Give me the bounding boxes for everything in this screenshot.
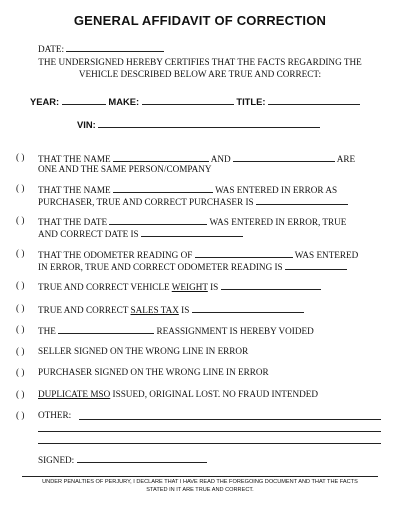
- name-same-field-2[interactable]: [233, 152, 335, 162]
- odometer-line-1: [38, 248, 358, 260]
- footer-divider: [22, 476, 378, 477]
- date-error-text-b: WAS ENTERED IN ERROR, TRUE: [209, 217, 347, 227]
- checkbox-purchaser[interactable]: ( ): [16, 367, 25, 377]
- name-error-field-1[interactable]: [113, 183, 213, 193]
- checkbox-name-error[interactable]: ( ): [16, 183, 25, 193]
- title-label: TITLE:: [236, 96, 266, 107]
- weight-text-underlined: WEIGHT: [171, 282, 208, 292]
- mso-line: [38, 389, 318, 399]
- other-field-line-2[interactable]: [38, 431, 381, 432]
- name-error-field-2[interactable]: [256, 195, 348, 205]
- reassignment-line: [38, 324, 314, 336]
- vin-row: [77, 118, 320, 130]
- weight-text-b: IS: [210, 282, 219, 292]
- name-same-text-c: ARE: [336, 154, 356, 164]
- odometer-text-c: IN ERROR, TRUE AND CORRECT ODOMETER READING IS: [38, 262, 283, 272]
- checkbox-reassignment[interactable]: ( ): [16, 324, 25, 334]
- name-same-line-1: [38, 152, 355, 164]
- weight-text-a: TRUE AND CORRECT VEHICLE: [38, 282, 170, 292]
- vehicle-row: [30, 95, 360, 107]
- year-label: YEAR:: [30, 96, 60, 107]
- name-same-text-a: THAT THE NAME: [38, 154, 111, 164]
- checkbox-weight[interactable]: ( ): [16, 280, 25, 290]
- footer-line-1: UNDER PENALTIES OF PERJURY, I DECLARE THAT I HAVE READ THE FOREGOING DOCUMENT AND THAT THE FACTS: [42, 479, 358, 485]
- reassignment-text-a: THE: [38, 326, 56, 336]
- weight-line: [38, 280, 321, 292]
- checkbox-sales-tax[interactable]: ( ): [16, 303, 25, 313]
- signed-row: [38, 453, 207, 465]
- checkbox-date-error[interactable]: ( ): [16, 215, 25, 225]
- name-error-text-b: WAS ENTERED IN ERROR AS: [215, 185, 338, 195]
- purchaser-line: PURCHASER SIGNED ON THE WRONG LINE IN ERROR: [38, 367, 269, 377]
- date-label: DATE:: [38, 44, 65, 54]
- odometer-text-a: THAT THE ODOMETER READING OF: [38, 250, 193, 260]
- name-same-field-1[interactable]: [113, 152, 209, 162]
- mso-text-underlined: DUPLICATE MSO: [38, 389, 111, 399]
- name-error-line-2: [38, 195, 348, 207]
- vin-field[interactable]: [98, 118, 320, 128]
- reassignment-text-b: REASSIGNMENT IS HEREBY VOIDED: [156, 326, 314, 336]
- reassignment-field[interactable]: [58, 324, 154, 334]
- name-error-line-1: [38, 183, 337, 195]
- date-error-line-1: [38, 215, 346, 227]
- vin-label: VIN:: [77, 119, 96, 130]
- make-field[interactable]: [142, 95, 234, 105]
- checkbox-mso[interactable]: ( ): [16, 389, 25, 399]
- date-error-field-2[interactable]: [141, 227, 243, 237]
- checkbox-seller[interactable]: ( ): [16, 346, 25, 356]
- name-error-text-a: THAT THE NAME: [38, 185, 111, 195]
- seller-line: SELLER SIGNED ON THE WRONG LINE IN ERROR: [38, 346, 249, 356]
- weight-field[interactable]: [221, 280, 321, 290]
- mso-text-b: ISSUED, ORIGINAL LOST. NO FRAUD INTENDED: [112, 389, 318, 399]
- other-field-line-1[interactable]: [79, 419, 381, 420]
- name-error-text-c: PURCHASER, TRUE AND CORRECT PURCHASER IS: [38, 197, 254, 207]
- sales-tax-line: [38, 303, 304, 315]
- page-title: GENERAL AFFIDAVIT OF CORRECTION: [73, 13, 327, 28]
- signed-label: SIGNED:: [38, 455, 75, 465]
- title-field[interactable]: [268, 95, 360, 105]
- checkbox-name-same[interactable]: ( ): [16, 152, 25, 162]
- intro-line-2: VEHICLE DESCRIBED BELOW ARE TRUE AND CORRECT:: [78, 69, 322, 79]
- intro-line-1: THE UNDERSIGNED HEREBY CERTIFIES THAT THE FACTS REGARDING THE: [38, 57, 362, 67]
- sales-tax-text-a: TRUE AND CORRECT: [38, 305, 129, 315]
- odometer-line-2: [38, 260, 347, 272]
- checkbox-other[interactable]: ( ): [16, 410, 25, 420]
- date-field[interactable]: [66, 42, 164, 52]
- date-error-line-2: [38, 227, 243, 239]
- other-field-line-3[interactable]: [38, 443, 381, 444]
- sales-tax-text-b: IS: [181, 305, 190, 315]
- odometer-field-2[interactable]: [285, 260, 347, 270]
- signature-field[interactable]: [77, 453, 207, 463]
- other-label: OTHER:: [38, 410, 72, 420]
- date-row: [38, 42, 164, 54]
- sales-tax-field[interactable]: [192, 303, 304, 313]
- odometer-field-1[interactable]: [195, 248, 293, 258]
- date-error-text-a: THAT THE DATE: [38, 217, 108, 227]
- year-field[interactable]: [62, 95, 106, 105]
- sales-tax-text-underlined: SALES TAX: [130, 305, 179, 315]
- footer-line-2: STATED IN IT ARE TRUE AND CORRECT.: [146, 487, 254, 493]
- date-error-text-c: AND CORRECT DATE IS: [38, 229, 139, 239]
- name-same-line-2: ONE AND THE SAME PERSON/COMPANY: [38, 164, 212, 174]
- checkbox-odometer[interactable]: ( ): [16, 248, 25, 258]
- name-same-text-b: AND: [210, 154, 231, 164]
- make-label: MAKE:: [108, 96, 140, 107]
- date-error-field-1[interactable]: [109, 215, 207, 225]
- odometer-text-b: WAS ENTERED: [294, 250, 359, 260]
